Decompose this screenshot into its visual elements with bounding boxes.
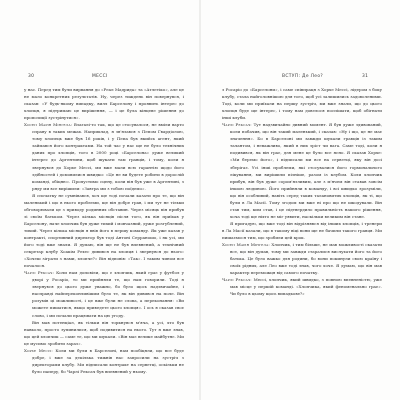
paragraph-text: Коли нам доповіли, що є хлопчик, який грає у футбол у дворі у Росаріо, то ми прийняли те, що нам говорили. Тоді я звернувся до цього дуже уважно, бо було щось надзвичайне, і насправді найпереконливішим було те, як він дивився на поле. Він розумів ці можливості, і це вже були не слова, а переконання: «Ви можете пишатися, якщо приведете цього хлопця». І ось я сказав своє слово, і ми почали працювати на цю угоду. — [32, 270, 184, 318]
paragraph — [24, 319, 184, 347]
paragraph — [222, 276, 382, 297]
paragraph — [222, 241, 382, 276]
paragraph-text: Хлопчик, і тим більше, не мав можливості сказати все, що він думав, тому ми завжди старалися вислухати його та його батька. Це було важко для родини, бо вони покинули свою країну і своїх рідних, але Лео вже тоді знав, чого хоче. Я думаю, що він мав характер переможця від самого початку. — [230, 242, 383, 276]
paragraph-text: у нас. Перед тим були вирвання до «Реал Мадрида» та «Атлетіко», але це не мало конкретних результатів. Ну, через тиждень він повернувся, і сказав: «У будь-якому випадку, вилл Барселону і проявить інтерес до хлопця, я підтримаю це вирішення, — і це була кінцеве рішення до пропозиції зустрінутися». — [24, 87, 184, 121]
running-head: МЕССІ — [92, 74, 108, 79]
paragraph — [222, 121, 382, 220]
page-number: 30 — [28, 74, 35, 79]
paragraph-text: Тут надзвичайно дивний момент. Я був дуже здивований, коли побачив, що він такий маленький, і сказав: «Ну і що, це не має значення». Бо в Барселоні ми завжди шукали гравців із таким талантом, і неважливо, який в них зріст чи вага. Саме тоді, коли я подивився, як він грає, для мене це було все ясно. Я сказав Хорхе: «Ми беремо його», і підписали ми все на серветці, яку він досі зберігає. Усі інші проблеми, які стосувалися його гормонального лікування, ми вирішили пізніше, разом із клубом. Коли хлопчик прибув, він був дуже сором'язливим, але з м'ячем він ставав зовсім іншою людиною. Його прийняли в команду, і всі швидко зрозуміли, що він особливий, навіть серед таких талановитих хлопців, як ті, що були в Ла Масії. Тому згодом ми вже ні про що не шкодували. Він став тим, ким став, і це підтвердило правильність нашого рішення, хоча тоді ще ніхто не міг уявити, наскільки великим він стане. — [230, 122, 382, 219]
speaker-name: Чарлі Рексач: — [222, 277, 252, 283]
speaker-name: Хосеп Марія Мінгела: — [24, 122, 73, 128]
running-head: ВСТУП: Де Лео? — [282, 74, 324, 79]
paragraph-text: з Росаріо до «Барселони», і саме співпраця з Хорхе Мессі, лідером з боку клубу, стала найголовнішою для того, щоб усі залишились задоволеними. Тоді, коли ми приїхали на першу зустріч, ми вже знали, що до цього хлопця буде ще інтерес, і тому нам довелося поспішати, щоб обігнати інші клуби. — [222, 87, 382, 121]
paragraph-text: Взагалі-то так, що це стосувалося, не вміли варто справу в таких межах. Наприклад, я зв'язався з Пепом Гвардіолою, тому хлопець вже був 16 років, і у Пепа був якийсь агент, який займався його контрактами. На той час у нас ще не було технічних даних про хлопців, того в 2000 році «Барселона» дуже великий інтерес до Аргентини, щоб шукати там гравців, і тому, коли я звернувся до Хорхе Мессі, ми вже мали всю гарантію щодо його здібностей і домовилися швидко: «Це не ви будете робити в дорослій команді, обіцяю». Пропустимо сцену, коли він був уже в Аргентині, з ряду ми все вирішили: «Завтра ми з тобою поїдемо». — [32, 122, 184, 191]
paragraph — [24, 86, 184, 121]
paragraph-text: Я спочатку не сумнівався, хоч ще тоді почали казати про те, що він маленький і що в нього проблеми, ще він добре грав, і ми тут не тільки обговорювали це з приводу родинних обставин. Через місяць він прибув зі своїм батьком. Через кілька місяців після того, як він приїхав у Барселону, наче хлопчик був дуже тихий і мовчазний, дуже розгублений, тихий. Через кілька місяців я ввів його в першу команду. Як уже казав у контракті, спортивний директор був тоді Антоні Серраношо, і як усі, ми його тоді вже знали. Я думаю, він ще не був впевнений, а технічний секретар клубу Хоакім Рехес дивився на хлопця і звернувся до нього: «Хочеш зіграти з нами, хлопче?» Він відповів: «Так». І таким чином все почалося. — [24, 192, 184, 269]
page-number: 31 — [362, 74, 369, 79]
paragraph — [24, 121, 184, 191]
speaker-name: Чарлі Рексач: — [222, 122, 252, 128]
paragraph — [24, 192, 184, 270]
speaker-name: Хорхе Мессі: — [24, 347, 53, 353]
paragraph-text: Я пригадую, що вже тоді він відрізнявся від інших хлопців, і тренери в Ла Масії казали, що в такому віці вони ще не бачили такого гравця. Ми пишаємося тим, що зробили цей крок. — [222, 220, 382, 240]
paragraph-text: Мессі, хлопчик, який швидко, з повною впевненістю, уже мав місце у першій команді. «Хлопчика, який феноменально грає». Чи було в цьому щось випадкове?» — [230, 277, 382, 297]
speaker-name: Чарлі Рексач: — [24, 270, 54, 276]
page-body — [24, 86, 184, 375]
paragraph — [222, 220, 382, 241]
speaker-name: Хосеп Марія Мінгела: — [222, 242, 270, 248]
paragraph-text: Коли ми були в Барселоні, нам пообіцяли, що все буде добре, і вже за декілька тижнів нас запросили на зустріч з директорами клубу. Ми підписали контракт на серветці, оскільки не було паперу, бо Чарлі Рексач був впевнений у ньому. — [32, 347, 184, 374]
paragraph — [24, 347, 184, 375]
paragraph-text: Він мав потенціал, як тільки він торкнувся м'яча, а усі, хто був навколо, просто зупинилися, щоб подивитися на нього. Тут я вже знав, що цей хлопчик — саме те, що ми шукали. «Він має велике майбутнє. Ми це мусимо зробити зараз». — [24, 319, 184, 346]
right-page — [200, 0, 400, 400]
paragraph — [24, 269, 184, 318]
paragraph — [222, 86, 382, 121]
page-body — [222, 86, 382, 297]
